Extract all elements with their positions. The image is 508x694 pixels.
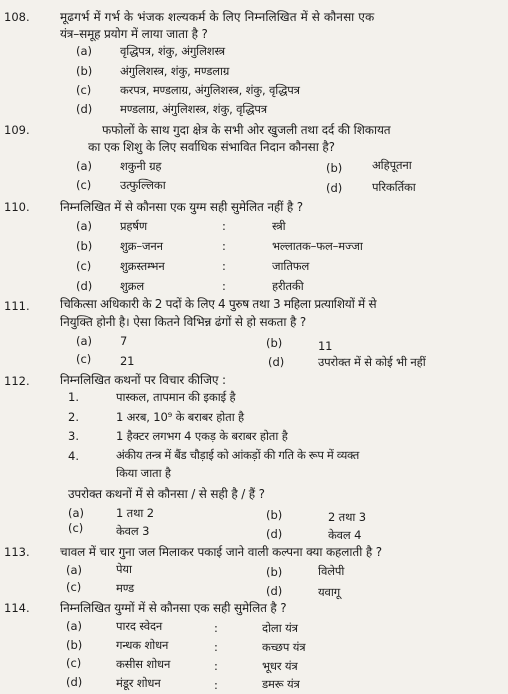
option-label: (b) [266,336,283,350]
option-left-text: मंडूर शोधन [116,676,161,690]
option-colon: : [214,621,218,635]
option-label: (c) [66,656,82,670]
option-label: (d) [266,527,283,541]
option-label: (a) [76,219,93,233]
option-label: (d) [76,279,93,293]
question-number: 111. [4,299,30,313]
question-number: 109. [4,123,30,137]
option-right-text: जातिफल [272,259,310,273]
question-stem-line: निम्नलिखित में से कौनसा एक युग्म सही सुमेलित नहीं है ? [60,200,303,214]
option-label: (a) [66,619,83,633]
option-label: (c) [76,178,92,192]
option-text: शकुनी ग्रह [120,159,162,173]
option-label: (a) [68,506,85,520]
option-left-text: शुक्रल [120,279,144,293]
question-number: 114. [4,601,30,615]
option-label: (d) [268,355,285,369]
option-colon: : [222,219,226,233]
question-stem-line: चिकित्सा अधिकारी के 2 पदों के लिए 4 पुरुष तथा 3 महिला प्रत्याशियों में से [60,297,377,311]
option-left-text: गन्धक शोधन [116,638,169,652]
option-label: (b) [326,161,343,175]
statement-number: 3. [68,429,79,443]
option-text: विलेपी [318,564,345,578]
option-text: करपत्र, मण्डलाग्र, अंगुलिशस्त्र, शंकु, वृद्धिपत्र [120,83,300,97]
option-left-text: शुक्रस्तम्भन [120,259,165,273]
option-label: (d) [266,584,283,598]
option-text: केवल 4 [328,528,362,542]
option-label: (b) [266,565,283,579]
option-text: मण्डलाग्र, अंगुलिशस्त्र, शंकु, वृद्धिपत्र [120,102,268,116]
question-stem-line: निम्नलिखित युग्मों में से कौनसा एक सही सुमेलित है ? [60,601,287,615]
option-colon: : [222,259,226,273]
option-text: 11 [318,339,333,353]
question-stem-line: यंत्र–समूह प्रयोग में लाया जाता है ? [60,27,208,41]
statement-number: 1. [68,390,79,404]
option-label: (b) [76,239,93,253]
question-stem-line: नियुक्ति होनी है। ऐसा कितने विभिन्न ढंगों से हो सकता है ? [60,315,307,329]
option-label: (b) [266,508,283,522]
option-right-text: डमरू यंत्र [262,677,300,691]
statement-text: किया जाता है [116,466,171,480]
option-left-text: पारद स्वेदन [116,619,163,633]
option-text: उपरोक्त में से कोई भी नहीं [318,355,426,369]
option-left-text: प्रहर्षण [120,219,148,233]
option-text: 2 तथा 3 [328,510,366,524]
option-text: 1 तथा 2 [116,506,154,520]
option-label: (d) [66,675,83,689]
statement-text: पास्कल, तापमान की इकाई है [116,390,236,404]
option-text: पेया [116,562,132,576]
option-colon: : [214,640,218,654]
option-text: केवल 3 [116,524,150,538]
question-stem-line: मूढगर्भ में गर्भ के भंजक शल्यकर्म के लिए निम्नलिखित में से कौनसा एक [60,10,375,24]
question-stem-line: फफोलों के साथ गुदा क्षेत्र के सभी ओर खुजली तथा दर्द की शिकायत [102,123,391,137]
option-text: परिकर्तिका [372,180,416,194]
option-right-text: भूधर यंत्र [262,659,298,673]
option-colon: : [214,659,218,673]
option-text: अहिपूतना [372,158,412,172]
option-right-text: हरीतकी [272,279,304,293]
statement-text: 1 अरब, 10⁹ के बराबर होता है [116,410,244,424]
option-colon: : [214,678,218,692]
question-number: 110. [4,200,30,214]
option-label: (a) [76,159,93,173]
statement-number: 4. [68,449,79,463]
option-label: (a) [66,563,83,577]
option-right-text: दोला यंत्र [262,621,298,635]
option-colon: : [222,279,226,293]
option-left-text: कसीस शोधन [116,657,171,671]
option-left-text: शुक्र–जनन [120,239,163,253]
option-label: (c) [68,521,84,535]
question-stem-line: निम्नलिखित कथनों पर विचार कीजिए : [60,373,226,387]
question-number: 112. [4,374,30,388]
option-colon: : [222,239,226,253]
option-text: 7 [120,334,128,348]
option-label: (c) [76,83,92,97]
option-label: (b) [76,64,93,78]
option-label: (c) [76,259,92,273]
question-stem-line: का एक शिशु के लिए सर्वाधिक संभावित निदान कौनसा है? [88,140,335,154]
statement-text: 1 हैक्टर लगभग 4 एकड़ के बराबर होता है [116,429,288,443]
question-number: 108. [4,10,30,24]
option-label: (a) [76,334,93,348]
option-text: अंगुलिशस्त्र, शंकु, मण्डलाग्र [120,64,230,78]
option-text: मण्ड [116,581,135,595]
option-label: (d) [326,181,343,195]
option-text: वृद्धिपत्र, शंकु, अंगुलिशस्त्र [120,44,225,58]
option-label: (a) [76,44,93,58]
option-label: (c) [76,352,92,366]
option-label: (b) [66,638,83,652]
option-right-text: स्त्री [272,219,286,233]
question-stem-line: चावल में चार गुना जल मिलाकर पकाई जाने वाली कल्पना क्या कहलाती है ? [60,545,382,559]
option-label: (c) [66,580,82,594]
option-right-text: भल्लातक–फल–मज्जा [272,239,363,253]
option-text: 21 [120,354,135,368]
option-right-text: कच्छप यंत्र [262,640,306,654]
question-number: 113. [4,545,30,559]
statement-text: अंकीय तन्त्र में बैंड चौड़ाई को आंकड़ों की गति के रूप में व्यक्त [116,448,359,462]
option-label: (d) [76,102,93,116]
statement-number: 2. [68,410,79,424]
option-text: उत्फुल्लिका [120,178,166,192]
question-stem-line: उपरोक्त कथनों में से कौनसा / से सही है / हैं ? [68,487,265,501]
option-text: यवागू [318,585,341,599]
